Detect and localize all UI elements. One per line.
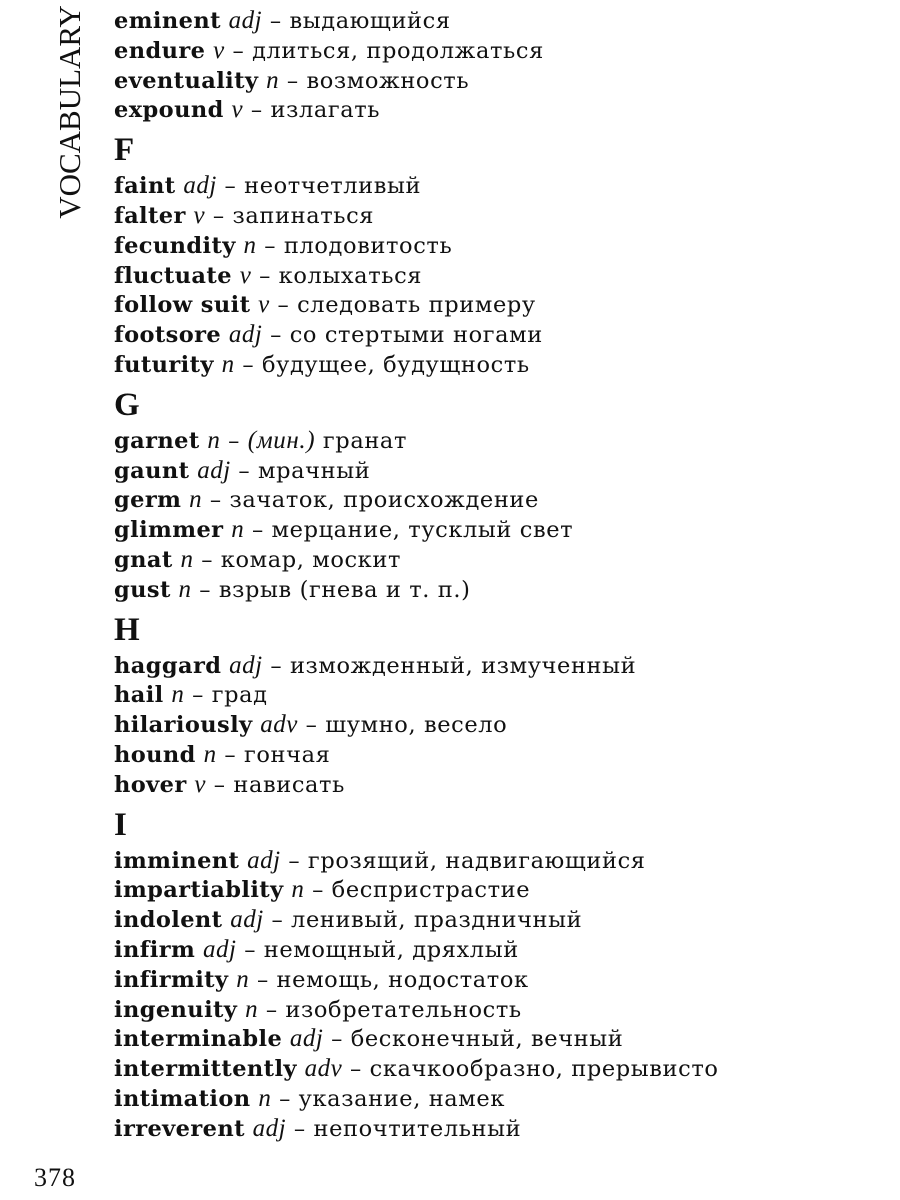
vocabulary-entry — [114, 426, 884, 456]
vocabulary-list — [114, 6, 884, 1144]
headword: follow suit — [114, 292, 251, 319]
headword: intermittently — [114, 1056, 297, 1083]
translation: – немощь, нодостаток — [256, 966, 529, 993]
headword: hail — [114, 682, 164, 709]
part-of-speech: n — [236, 965, 250, 993]
part-of-speech: adj — [183, 172, 217, 200]
vocabulary-entry — [114, 740, 884, 770]
headword: eminent — [114, 8, 221, 34]
headword: garnet — [114, 427, 200, 454]
translation: – неотчетливый — [224, 173, 422, 200]
headword: eventuality — [114, 67, 259, 94]
vocabulary-entry — [114, 261, 884, 291]
translation: – бесконечный, вечный — [331, 1026, 624, 1053]
part-of-speech: adv — [304, 1055, 343, 1083]
headword: hilariously — [114, 712, 253, 739]
translation: – указание, намек — [279, 1085, 505, 1112]
vocabulary-entry — [114, 1114, 884, 1144]
translation: – немощный, дряхлый — [244, 936, 519, 963]
headword: gaunt — [114, 457, 190, 484]
headword: infirm — [114, 936, 196, 963]
vocabulary-entry — [114, 545, 884, 575]
vocabulary-entry — [114, 1084, 884, 1114]
part-of-speech: v — [239, 261, 252, 289]
vocabulary-entry — [114, 231, 884, 261]
headword: interminable — [114, 1026, 283, 1053]
part-of-speech: n — [245, 995, 259, 1023]
part-of-speech: adj — [289, 1025, 324, 1053]
part-of-speech: n — [266, 66, 280, 94]
headword: gust — [114, 576, 171, 603]
headword: expound — [114, 97, 224, 124]
translation: – нависать — [213, 771, 345, 798]
section-letter: I — [114, 806, 127, 843]
part-of-speech: n — [243, 231, 257, 259]
vocabulary-entry — [114, 36, 884, 66]
part-of-speech: v — [193, 201, 206, 229]
translation: – следовать примеру — [277, 292, 536, 319]
vocabulary-entry — [114, 651, 884, 681]
translation: – грозящий, надвигающийся — [288, 847, 646, 874]
translation: – колыхаться — [259, 262, 423, 289]
part-of-speech: v — [258, 291, 270, 319]
vocabulary-entry — [114, 905, 884, 935]
vocabulary-entry — [114, 965, 884, 995]
part-of-speech: n — [258, 1084, 272, 1112]
part-of-speech: n — [207, 426, 221, 454]
vocabulary-entry — [114, 66, 884, 96]
running-header-text: VOCABULARY — [52, 5, 87, 219]
part-of-speech: adj — [228, 321, 263, 349]
headword: infirmity — [114, 966, 229, 993]
part-of-speech: adv — [260, 711, 298, 739]
section-letter: F — [114, 132, 135, 169]
part-of-speech: v — [194, 770, 206, 798]
headword: impartiablity — [114, 877, 284, 904]
translation: – ленивый, праздничный — [271, 907, 583, 934]
vocabulary-entry — [114, 1054, 884, 1084]
section-letter: G — [114, 386, 140, 423]
translation: – плодовитость — [264, 232, 453, 259]
vocabulary-entry — [114, 485, 884, 515]
headword: fluctuate — [114, 262, 232, 289]
headword: faint — [114, 173, 176, 200]
translation-continued: гранат — [322, 427, 407, 454]
headword: hound — [114, 741, 196, 768]
part-of-speech: adj — [197, 456, 231, 484]
part-of-speech: n — [203, 740, 217, 768]
translation: – со стертыми ногами — [270, 322, 543, 349]
translation: – — [228, 427, 241, 454]
part-of-speech: adj — [228, 7, 263, 34]
vocabulary-entry — [114, 95, 884, 125]
part-of-speech: adj — [202, 935, 237, 963]
vocabulary-entry — [114, 710, 884, 740]
headword: intimation — [114, 1085, 251, 1112]
vocabulary-entry — [114, 201, 884, 231]
part-of-speech: n — [178, 575, 192, 603]
headword: irreverent — [114, 1115, 245, 1142]
part-of-speech: n — [189, 486, 203, 514]
vocabulary-entry — [114, 350, 884, 380]
translation: – шумно, весело — [305, 712, 508, 739]
translation: – изможденный, измученный — [270, 652, 637, 679]
vocabulary-entry — [114, 456, 884, 486]
translation: – скачкообразно, прерывисто — [350, 1056, 719, 1083]
headword: hover — [114, 771, 187, 798]
translation: – возможность — [286, 67, 470, 94]
headword: indolent — [114, 907, 223, 934]
vocabulary-entry — [114, 290, 884, 320]
translation: – комар, москит — [201, 546, 401, 573]
running-header-vertical — [52, 5, 88, 219]
translation: – мерцание, тусклый свет — [251, 517, 574, 544]
vocabulary-entry — [114, 575, 884, 605]
part-of-speech: n — [291, 876, 305, 904]
translation: – мрачный — [238, 457, 371, 484]
headword: glimmer — [114, 517, 224, 544]
headword: ingenuity — [114, 996, 238, 1023]
usage-note: (мин.) — [247, 426, 316, 454]
part-of-speech: adj — [252, 1114, 287, 1142]
vocabulary-entry — [114, 6, 884, 36]
vocabulary-entry — [114, 515, 884, 545]
part-of-speech: adj — [229, 651, 263, 679]
translation: – запинаться — [212, 202, 375, 229]
vocabulary-entry — [114, 171, 884, 201]
headword: futurity — [114, 351, 214, 378]
translation: – гончая — [224, 741, 331, 768]
part-of-speech: adj — [247, 846, 281, 874]
part-of-speech: adj — [230, 906, 264, 934]
section-letter: H — [114, 611, 140, 648]
part-of-speech: n — [171, 681, 185, 709]
vocabulary-entry — [114, 935, 884, 965]
translation: – выдающийся — [269, 8, 451, 34]
vocabulary-entry — [114, 1024, 884, 1054]
part-of-speech: v — [231, 96, 244, 124]
translation: – непочтительный — [293, 1115, 522, 1142]
headword: falter — [114, 202, 186, 229]
part-of-speech: n — [221, 350, 235, 378]
vocabulary-entry — [114, 680, 884, 710]
part-of-speech: n — [180, 545, 194, 573]
vocabulary-entry — [114, 995, 884, 1025]
translation: – будущее, будущность — [242, 351, 530, 378]
translation: – взрыв (гнева и т. п.) — [199, 576, 471, 603]
translation: – зачаток, происхождение — [209, 487, 539, 514]
translation: – беспристрастие — [312, 877, 531, 904]
vocabulary-entry — [114, 846, 884, 876]
translation: – излагать — [250, 97, 381, 124]
headword: footsore — [114, 322, 222, 349]
part-of-speech: v — [213, 36, 225, 64]
part-of-speech: n — [231, 516, 245, 544]
headword: fecundity — [114, 232, 236, 259]
headword: gnat — [114, 546, 173, 573]
vocabulary-entry — [114, 320, 884, 350]
vocabulary-entry — [114, 875, 884, 905]
page-number: 378 — [34, 1163, 76, 1192]
headword: imminent — [114, 847, 240, 874]
vocabulary-entry — [114, 770, 884, 800]
translation: – град — [192, 682, 268, 709]
headword: germ — [114, 487, 182, 514]
translation: – длиться, продолжаться — [232, 37, 544, 64]
headword: haggard — [114, 652, 222, 679]
translation: – изобретательность — [265, 996, 522, 1023]
headword: endure — [114, 37, 206, 64]
